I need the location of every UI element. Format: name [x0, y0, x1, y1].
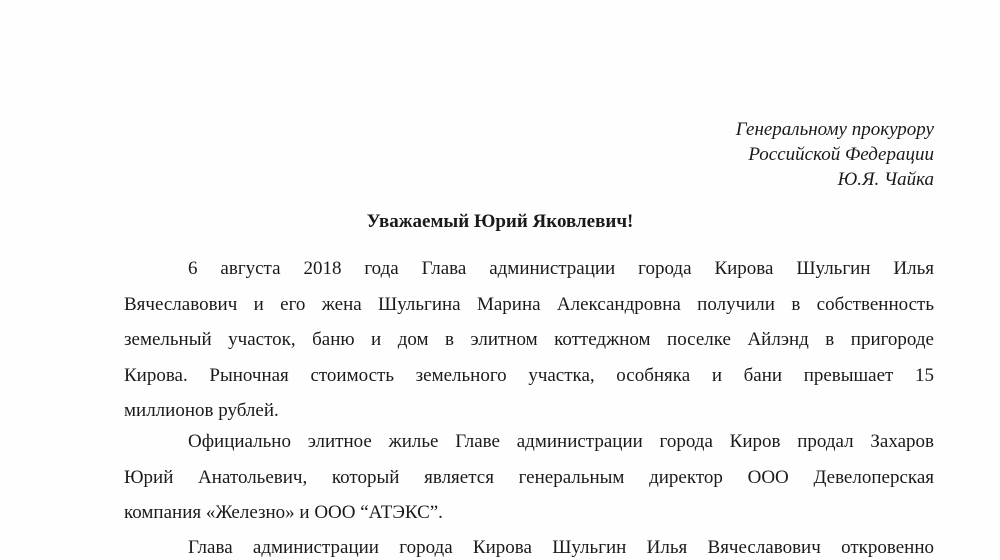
- addressee-name: Ю.Я. Чайка: [837, 169, 934, 190]
- paragraph-line: компания «Железно» и ООО “АТЭКС”.: [124, 502, 443, 524]
- addressee-block: [736, 117, 934, 192]
- paragraph-3: [124, 530, 934, 560]
- paragraph-line: земельный участок, баню и дом в элитном коттеджном поселке Айлэнд в пригороде: [124, 329, 934, 351]
- paragraph-line: Глава администрации города Кирова Шульгин Илья Вячеславович откровенно: [188, 537, 934, 558]
- paragraph-1: [124, 251, 934, 429]
- addressee-country: Российской Федерации: [748, 144, 934, 165]
- paragraph-line: 6 августа 2018 года Глава администрации города Кирова Шульгин Илья: [188, 258, 934, 279]
- paragraph-line: Юрий Анатольевич, который является генеральным директор ООО Девелоперская: [124, 466, 934, 488]
- paragraph-line: Вячеславович и его жена Шульгина Марина Александровна получили в собственность: [124, 293, 934, 315]
- salutation-heading: Уважаемый Юрий Яковлевич!: [366, 211, 634, 232]
- paragraph-line: миллионов рублей.: [124, 400, 279, 422]
- paragraph-line: Кирова. Рыночная стоимость земельного участка, особняка и бани превышает 15: [124, 364, 934, 386]
- paragraph-2: [124, 424, 934, 531]
- paragraph-line: Официально элитное жилье Главе администрации города Киров продал Захаров: [188, 431, 934, 452]
- addressee-title: Генеральному прокурору: [735, 119, 934, 140]
